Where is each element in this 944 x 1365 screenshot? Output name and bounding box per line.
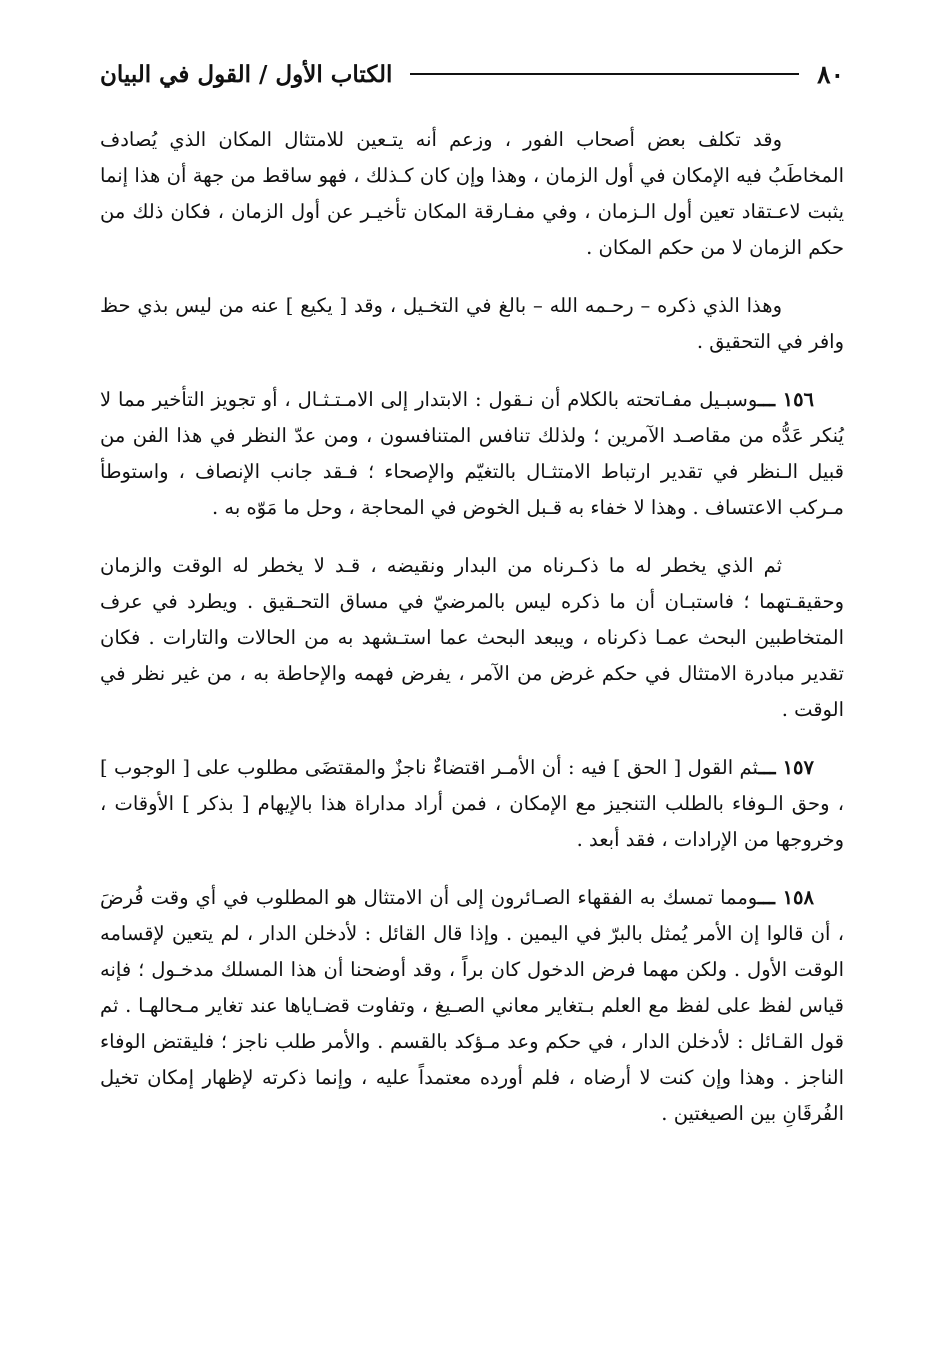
header-rule — [410, 73, 799, 75]
paragraph — [100, 288, 844, 360]
paragraph-text: ثم الذي يخطر له ما ذكـرناه من البدار ونقيضه ، قـد لا يخطر له الوقت والزمان وحقيقـتهما ؛ فاستبـان أن ما ذكره ليس بالمرضيّ في مساق التحـقيق . ويطرد في عرف المتخاطبين البحث عمـا ذكرناه ، ويبعد البحث عما استـشهد به من الحالات والتارات . فكان تقدير مبادرة الامتثال في حكم غرض من الآمر ، يفرض فهمه والإحاطة به ، من غير نظر في الوقت . — [100, 554, 844, 721]
paragraph — [100, 382, 844, 526]
page-number: ٨٠ — [817, 59, 844, 89]
paragraph — [100, 750, 844, 858]
paragraph-text: وسبـيل مفـاتحته بالكلام أن نـقول : الابتدار إلى الامـتـثـال ، أو تجويز التأخير مما لا يُنكر عَدُّه من مقاصـد الآمرين ؛ ولذلك تنافس المتنافسون ، ومن عدّ النظر في هذا الفن من قبيل الـنظر في تقدير ارتباط الامتثـال بالتغيّم والإصحاء ؛ فـقد جانب الإنصاف ، واستوطأ مـركب الاعتساف . وهذا لا خفاء به قـبل الخوض في المحاجة ، وحل ما مَوّه به . — [100, 388, 844, 519]
running-title: الكتاب الأول / القول في البيان — [100, 60, 393, 88]
paragraph — [100, 880, 844, 1132]
paragraph-text: وهذا الذي ذكره – رحـمه الله – بالغ في التخـيل ، وقد [ يكيع ] عنه من ليس بذي حظ وافر في التحقيق . — [100, 294, 844, 353]
running-header — [100, 52, 844, 96]
paragraph-text: ومما تمسك به الفقهاء الصـائرون إلى أن الامتثال هو المطلوب في أي وقت فُرضَ ، أن قالوا إن الأمر يُمثل بالبرّ في اليمين . وإذا قال القائل : لأدخلن الدار ، لم يتعين لإقسامه الوقت الأول . ولكن مهما فرض الدخول كان براً ، وقد أوضحنا أن هذا المسلك مدخـول ؛ فإنه قياس لفظ على لفظ مع العلم بـتغاير معاني الصـيغ ، وتفاوت قضـاياها عند تغاير مـحالهـا . ثم قول القـائل : لأدخلن الدار ، في حكم وعد مـؤكد بالقسم . والأمر طلب ناجز ؛ فليقتض الوفاء الناجز . وهذا وإن كنت لا أرضاه ، فلم أورده معتمداً عليه ، وإنما ذكرته لإظهار إمكان تخيل الفُرقَانِ بين الصيغتين . — [100, 886, 844, 1125]
paragraph-text: ثم القول [ الحق ] فيه : أن الأمـر اقتضاءٌ ناجزٌ والمقتضَى مطلوب على [ الوجوب ] ، وحق الـوفاء بالطلب التنجيز مع الإمكان ، فمن أراد مداراة هذا بالإيهام [ بذكر ] الأوقات ، وخروجها من الإرادات ، فقد أبعد . — [100, 756, 844, 851]
page-body — [100, 122, 844, 1154]
paragraph — [100, 122, 844, 266]
paragraph-number: ١٥٨ ـــ — [757, 886, 814, 909]
paragraph-number: ١٥٦ ـــ — [757, 388, 815, 411]
paragraph-number: ١٥٧ ـــ — [758, 756, 814, 779]
paragraph — [100, 548, 844, 728]
paragraph-text: وقد تكلف بعض أصحاب الفور ، وزعم أنه يتـعين للامتثال المكان الذي يُصادف المخاطَبُ فيه الإمكان في أول الزمان ، وهذا وإن كان كـذلك ، فهو ساقط من جهة أن هذا إنما يثبت لاعـتقاد تعين أول الـزمان ، وفي مفـارقة المكان تأخيـر عن أول الزمان ، فكان ذلك من حكم الزمان لا من حكم المكان . — [100, 128, 844, 259]
